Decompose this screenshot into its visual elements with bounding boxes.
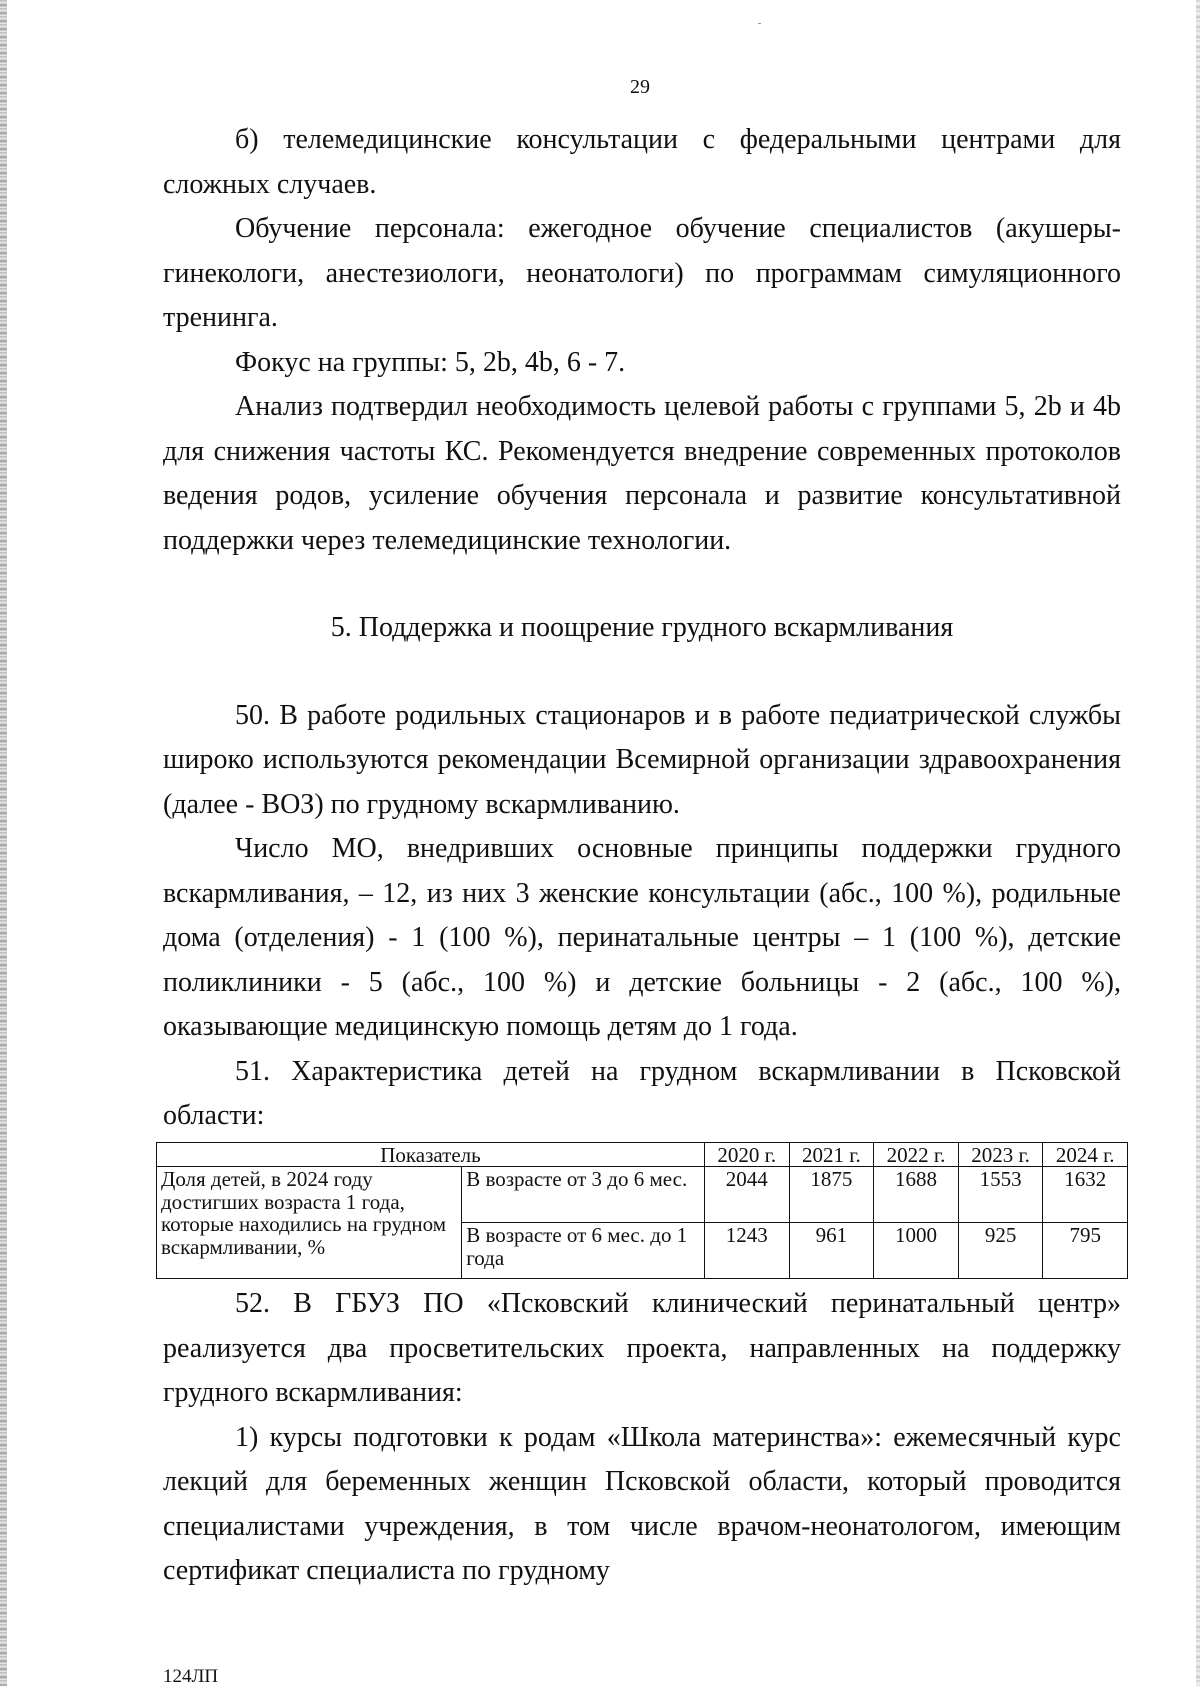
- table-cell: 961: [789, 1223, 874, 1279]
- scan-left-edge: [0, 0, 7, 1686]
- breastfeeding-table-wrapper: [156, 1142, 1121, 1280]
- paragraph-telemedicine: б) телемедицинские консультации с федеральными центрами для сложных случаев.: [163, 124, 1121, 200]
- row-label: В возрасте от 3 до 6 мес.: [462, 1167, 705, 1223]
- section-heading: 5. Поддержка и поощрение грудного вскармливания: [330, 612, 954, 643]
- table-cell: 1632: [1043, 1167, 1128, 1223]
- table-row: [157, 1167, 1128, 1223]
- header-year: 2020 г.: [704, 1142, 789, 1167]
- table-cell: 1243: [704, 1223, 789, 1279]
- paragraph-staff-training: Обучение персонала: ежегодное обучение специалистов (акушеры-гинекологи, анестезиологи, неонатологи) по программам симуляционного тренинга.: [163, 213, 1121, 333]
- table-header-row: [157, 1142, 1128, 1167]
- table-cell: 795: [1043, 1223, 1128, 1279]
- scan-right-edge: [1196, 0, 1200, 1686]
- paragraph-52-item-1: 1) курсы подготовки к родам «Школа материнства»: ежемесячный курс лекций для беременных женщин Псковской области, который проводится специалистами учреждения, в том числе врачом-неонатологом, имеющим сертификат специалиста по грудному: [163, 1421, 1121, 1586]
- header-year: 2024 г.: [1043, 1142, 1128, 1167]
- table-cell: 1688: [874, 1167, 959, 1223]
- document-body: [163, 118, 1121, 1594]
- paragraph-analysis: Анализ подтвердил необходимость целевой работы с группами 5, 2b и 4b для снижения частоты КС. Рекомендуется внедрение современных протоколов ведения родов, усиление обучения персонала и развитие консультативной поддержки через телемедицинские технологии.: [163, 391, 1121, 556]
- paragraph-mo-count: Число МО, внедривших основные принципы поддержки грудного вскармливания, – 12, из них 3 женские консультации (абс., 100 %), родильные дома (отделения) - 1 (100 %), перинатальные центры – 1 (100 %), детские поликлиники - 5 (абс., 100 %) и детские больницы - 2 (абс., 100 %), оказывающие медицинскую помощь детям до 1 года.: [163, 833, 1121, 1042]
- paragraph-50: 50. В работе родильных стационаров и в работе педиатрической службы широко используются рекомендации Всемирной организации здравоохранения (далее - ВОЗ) по грудному вскармливанию.: [163, 699, 1121, 820]
- header-indicator: Показатель: [157, 1142, 705, 1167]
- header-year: 2021 г.: [789, 1142, 874, 1167]
- row-label: В возрасте от 6 мес. до 1 года: [462, 1223, 705, 1279]
- document-footer-code: 124ЛП: [163, 1666, 219, 1687]
- table-cell: 1000: [874, 1223, 959, 1279]
- scan-speck: [758, 23, 761, 24]
- page-number: 29: [630, 76, 650, 98]
- paragraph-52: 52. В ГБУЗ ПО «Псковский клинический перинатальный центр» реализуется два просветительских проекта, направленных на поддержку грудного вскармливания:: [163, 1288, 1121, 1408]
- paragraph-focus-groups: Фокус на группы: 5, 2b, 4b, 6 - 7.: [235, 346, 626, 378]
- paragraph-51: 51. Характеристика детей на грудном вскармливании в Псковской области:: [163, 1055, 1121, 1131]
- table-cell: 1553: [958, 1167, 1043, 1223]
- row-group-label: Доля детей, в 2024 году достигших возраста 1 года, которые находились на грудном вскармливании, %: [157, 1167, 462, 1279]
- table-cell: 2044: [704, 1167, 789, 1223]
- header-year: 2023 г.: [958, 1142, 1043, 1167]
- table-cell: 1875: [789, 1167, 874, 1223]
- header-year: 2022 г.: [874, 1142, 959, 1167]
- table-cell: 925: [958, 1223, 1043, 1279]
- breastfeeding-table: [156, 1142, 1128, 1280]
